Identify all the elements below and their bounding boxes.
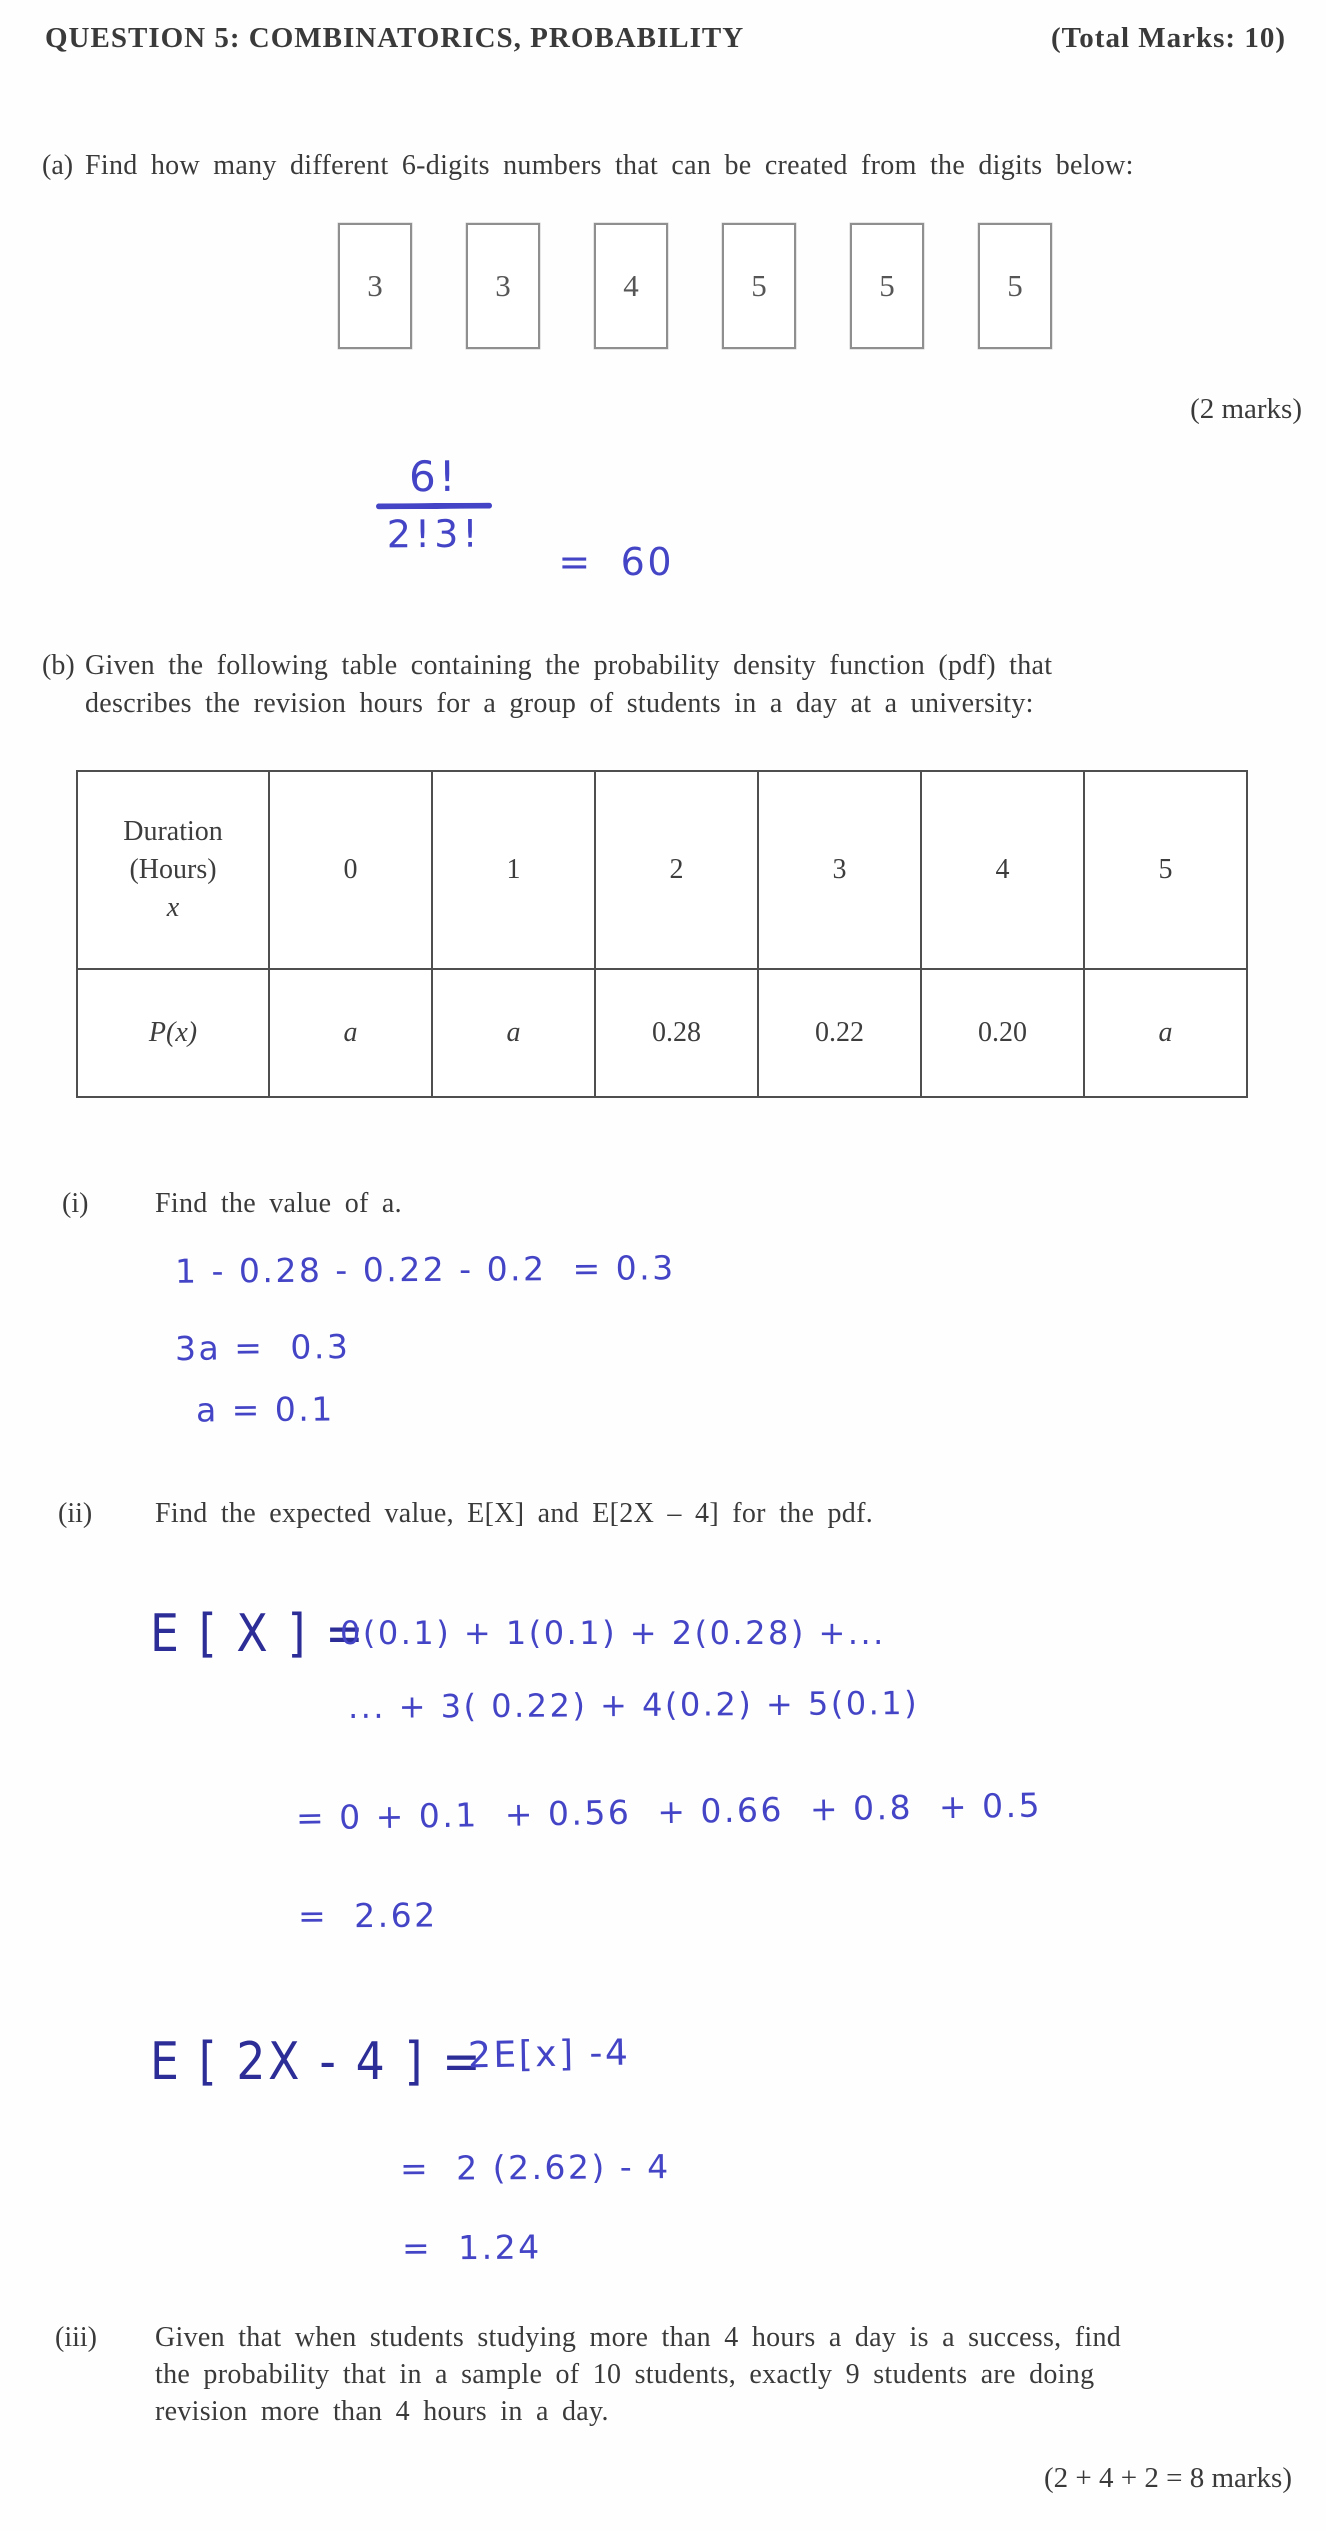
page-title: QUESTION 5: COMBINATORICS, PROBABILITY bbox=[45, 22, 745, 54]
digit-box bbox=[850, 223, 924, 349]
digit-value: 3 bbox=[495, 268, 511, 303]
digit-boxes bbox=[338, 223, 1052, 349]
digit-box bbox=[338, 223, 412, 349]
e2x-work-line1: 2E[x] -4 bbox=[467, 2032, 631, 2077]
p-value-cell: a bbox=[1084, 969, 1247, 1097]
x-value-cell: 4 bbox=[921, 771, 1084, 969]
digit-box bbox=[978, 223, 1052, 349]
part-iii-label: (iii) bbox=[55, 2322, 97, 2353]
part-iii-question-line1: Given that when students studying more than 4 hours a day is a success, find bbox=[155, 2322, 1122, 2353]
part-iii-marks: (2 + 4 + 2 = 8 marks) bbox=[1043, 2462, 1292, 2494]
p-value-cell: 0.28 bbox=[595, 969, 758, 1097]
part-i-work-line2: 3a = 0.3 bbox=[174, 1326, 351, 1369]
table-row-duration bbox=[77, 771, 1247, 969]
digit-value: 5 bbox=[1007, 268, 1023, 303]
digit-box bbox=[466, 223, 540, 349]
x-value-cell: 5 bbox=[1084, 771, 1247, 969]
x-value-cell: 3 bbox=[758, 771, 921, 969]
p-label-cell: P(x) bbox=[77, 969, 269, 1097]
ex-work-line4: = 2.62 bbox=[297, 1895, 438, 1936]
result-value: 60 bbox=[620, 540, 675, 584]
part-ii-label: (ii) bbox=[58, 1498, 93, 1529]
part-a-marks: (2 marks) bbox=[1190, 393, 1302, 425]
digit-box bbox=[594, 223, 668, 349]
part-b-question-line1: Given the following table containing the probability density function (pdf) that bbox=[85, 650, 1053, 681]
p-value-cell: a bbox=[269, 969, 432, 1097]
part-b-question-line2: describes the revision hours for a group of students in a day at a university: bbox=[85, 688, 1034, 719]
fraction-denominator: 2!3! bbox=[386, 511, 482, 557]
table-row-probability bbox=[77, 969, 1247, 1097]
p-value-cell: 0.20 bbox=[921, 969, 1084, 1097]
pdf-table bbox=[76, 770, 1248, 1098]
ex-work-line1: 0(0.1) + 1(0.1) + 2(0.28) +... bbox=[340, 1614, 886, 1652]
ex-work-line2: ... + 3( 0.22) + 4(0.2) + 5(0.1) bbox=[347, 1684, 920, 1726]
fraction-numerator: 6! bbox=[408, 451, 459, 502]
total-marks: (Total Marks: 10) bbox=[1050, 22, 1286, 54]
digit-value: 5 bbox=[751, 268, 767, 303]
handwritten-result bbox=[500, 496, 674, 628]
digit-value: 5 bbox=[879, 268, 895, 303]
digit-value: 3 bbox=[367, 268, 383, 303]
p-value-cell: a bbox=[432, 969, 595, 1097]
part-a-question: Find how many different 6-digits numbers that can be created from the digits below: bbox=[85, 150, 1134, 181]
duration-line1: Duration bbox=[123, 816, 223, 848]
handwritten-fraction bbox=[368, 452, 501, 557]
expected-value-label: E [ X ] = bbox=[150, 1604, 367, 1664]
part-ii-question: Find the expected value, E[X] and E[2X – 4] for the pdf. bbox=[155, 1498, 874, 1529]
equals-sign: = bbox=[558, 540, 593, 584]
part-i-label: (i) bbox=[62, 1188, 89, 1219]
part-a-label: (a) bbox=[42, 150, 74, 181]
part-iii-question-line3: revision more than 4 hours in a day. bbox=[155, 2396, 609, 2427]
e2x-work-line2: = 2 (2.62) - 4 bbox=[399, 2147, 671, 2188]
duration-x-symbol: x bbox=[166, 891, 180, 923]
x-value-cell: 2 bbox=[595, 771, 758, 969]
fraction-bar bbox=[376, 503, 492, 510]
part-i-work-line3: a = 0.1 bbox=[195, 1389, 335, 1430]
e2x-work-line3: = 1.24 bbox=[401, 2227, 542, 2268]
part-i-work-line1: 1 - 0.28 - 0.22 - 0.2 = 0.3 bbox=[174, 1248, 676, 1291]
p-value-cell: 0.22 bbox=[758, 969, 921, 1097]
ex-work-line3: = 0 + 0.1 + 0.56 + 0.66 + 0.8 + 0.5 bbox=[295, 1785, 1043, 1838]
duration-header-cell bbox=[77, 771, 269, 969]
x-value-cell: 0 bbox=[269, 771, 432, 969]
part-iii-question-line2: the probability that in a sample of 10 students, exactly 9 students are doing bbox=[155, 2359, 1095, 2390]
duration-line2: (Hours) bbox=[129, 854, 217, 886]
digit-box bbox=[722, 223, 796, 349]
expected-value-2x4-label: E [ 2X - 4 ] = bbox=[150, 2032, 484, 2092]
x-value-cell: 1 bbox=[432, 771, 595, 969]
part-i-question: Find the value of a. bbox=[155, 1188, 402, 1219]
digit-value: 4 bbox=[623, 268, 639, 303]
part-b-label: (b) bbox=[42, 650, 75, 681]
